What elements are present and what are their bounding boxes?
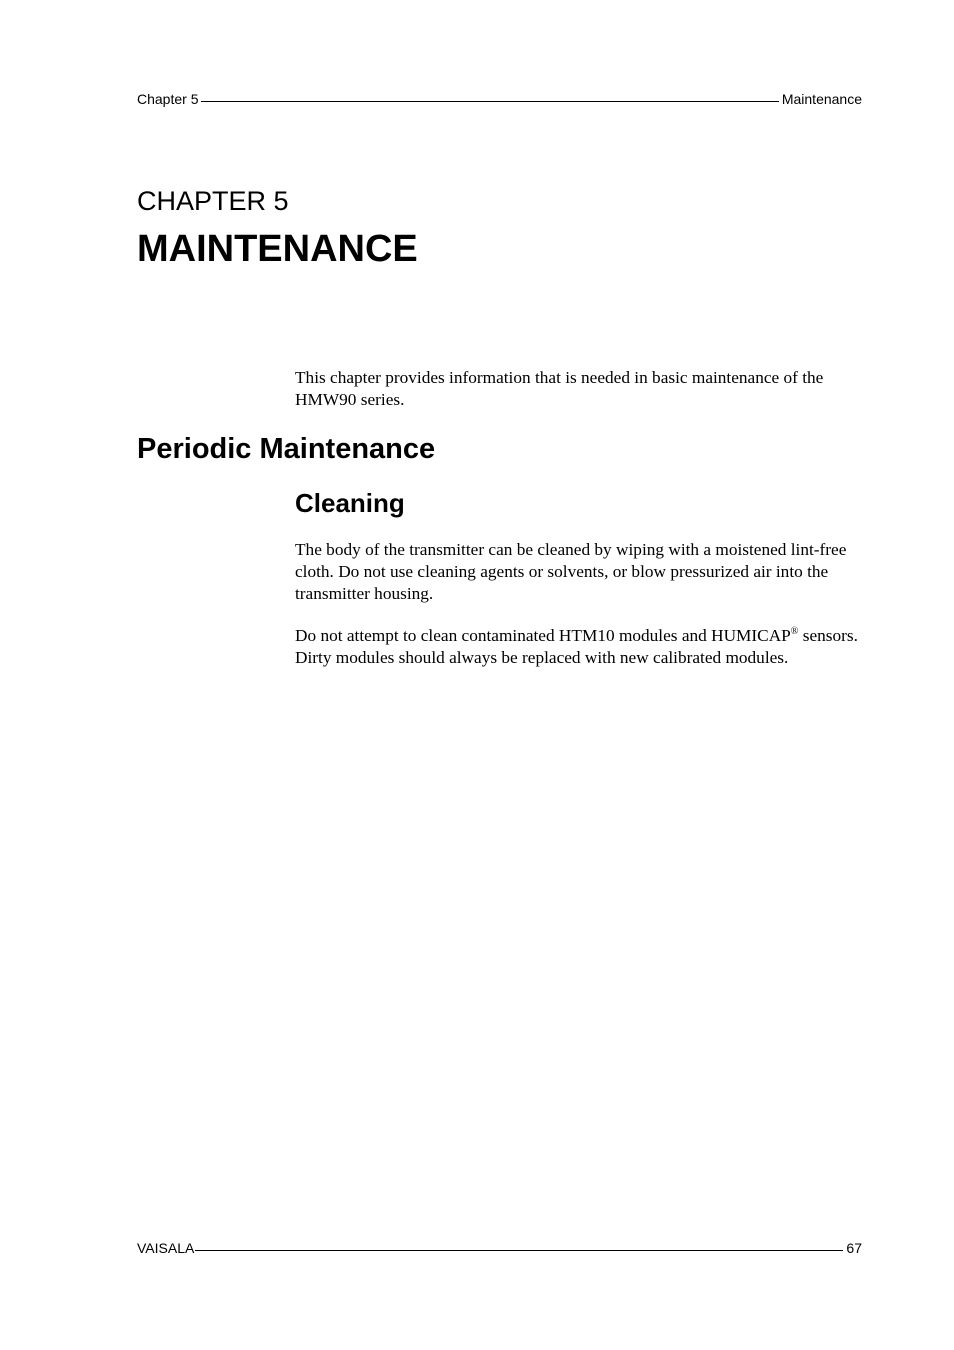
chapter-label: CHAPTER 5 [137, 186, 289, 216]
header-chapter: Chapter 5 [137, 91, 199, 107]
header-section: Maintenance [781, 91, 862, 107]
para2-start: Do not attempt to clean contaminated HTM10 modules and HUMICAP [295, 626, 791, 645]
chapter-title: MAINTENANCE [137, 228, 418, 270]
para2-end: sensors. Dirty modules should always be replaced with new calibrated modules. [295, 626, 858, 667]
footer-company: VAISALA [137, 1240, 195, 1256]
subsection-heading: Cleaning [295, 488, 405, 518]
cleaning-paragraph-2 [295, 625, 865, 669]
intro-paragraph: This chapter provides information that is needed in basic maintenance of the HMW90 series. [295, 368, 824, 409]
page-header [137, 91, 862, 107]
cleaning-paragraph-1: The body of the transmitter can be cleaned by wiping with a moistened lint-free cloth. Do not use cleaning agents or solvents, or blow pressurized air into the transmitter housing. [295, 540, 847, 603]
header-rule [201, 101, 778, 102]
footer-rule [195, 1250, 843, 1251]
registered-mark: ® [790, 626, 799, 637]
section-heading: Periodic Maintenance [137, 433, 436, 465]
page-footer [137, 1240, 862, 1256]
page-number: 67 [846, 1240, 862, 1256]
